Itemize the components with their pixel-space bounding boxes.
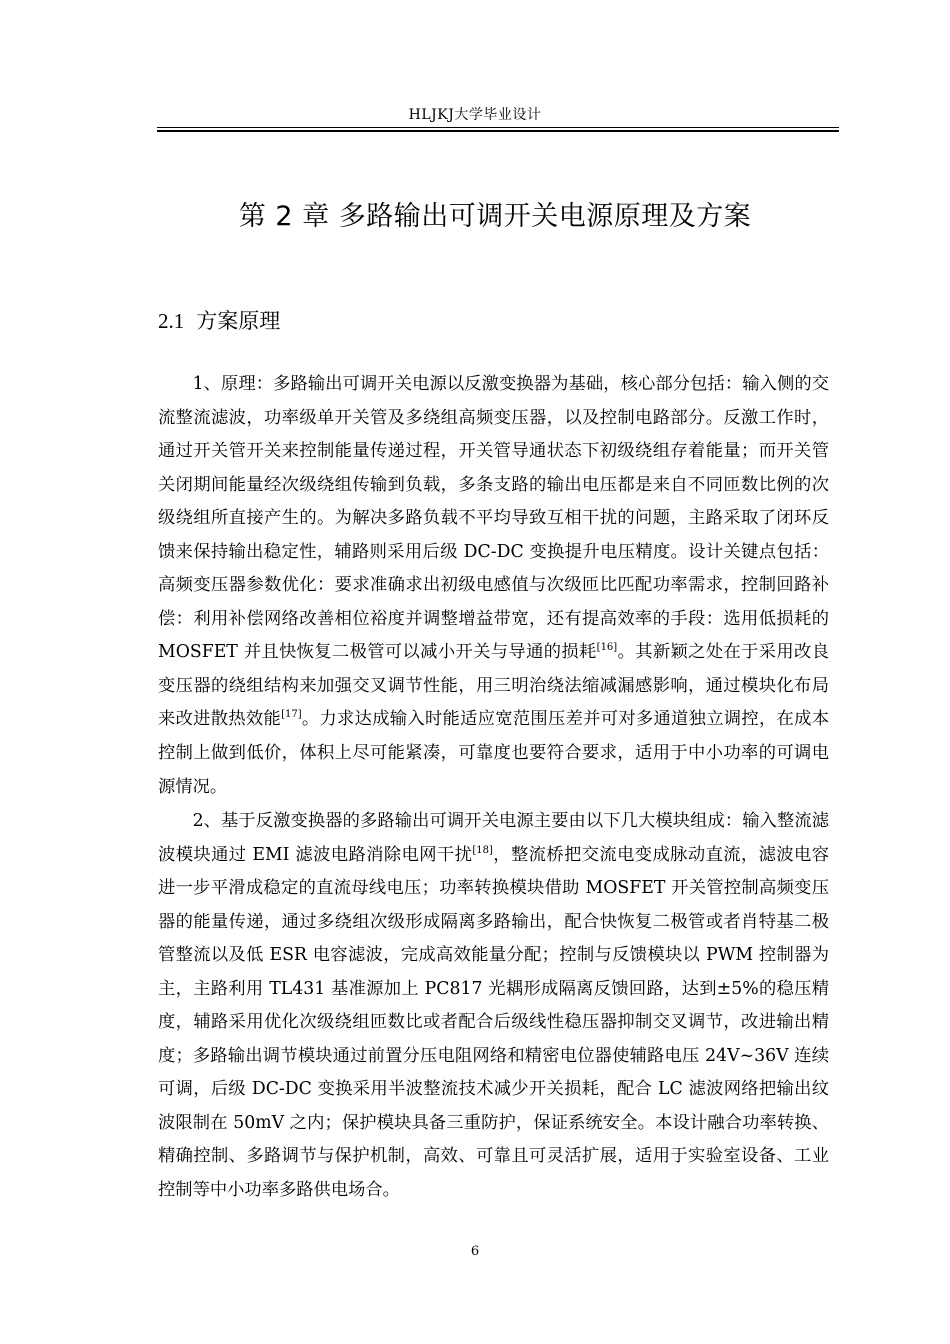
paragraph-principle — [158, 368, 829, 804]
section-number: 2.1 — [158, 309, 185, 333]
page-header-title: HLJKJ大学毕业设计 — [408, 107, 542, 123]
page-number: 6 — [470, 1244, 480, 1259]
paragraph-2-text-b: ，整流桥把交流电变成脉动直流，滤波电容进一步平滑成稳定的直流母线电压；功率转换模块借助 MOSFET 开关管控制高频变压器的能量传递，通过多绕组次级形成隔离多路输出，配合快恢复二极管或者肖特基二极管整流以及低 ESR 电容滤波，完成高效能量分配；控制与反馈模块以 PWM 控制器为主，主路利用 TL431 基准源加上 PC817 光耦形成隔离反馈回路，达到±5%的稳压精度，辅路采用优化次级绕组匝数比或者配合后级线性稳压器抑制交叉调节，改进输出精度；多路输出调节模块通过前置分压电阻网络和精密电位器使辅路电压 24V~36V 连续可调，后级 DC-DC 变换采用半波整流技术减少开关损耗，配合 LC 滤波网络把输出纹波限制在 50mV 之内；保护模块具备三重防护，保证系统安全。本设计融合功率转换、精确控制、多路调节与保护机制，高效、可靠且可灵活扩展，适用于实验室设备、工业控制等中小功率多路供电场合。 — [158, 844, 829, 1201]
paragraph-1-text-c: 。力求达成输入时能适应宽范围压差并可对多通道独立调控，在成本控制上做到低价，体积上尽可能紧凑，可靠度也要符合要求，适用于中小功率的可调电源情况。 — [158, 709, 829, 797]
paragraph-1-text-a: 1、原理：多路输出可调开关电源以反激变换器为基础，核心部分包括：输入侧的交流整流滤波，功率级单开关管及多绕组高频变压器，以及控制电路部分。反激工作时，通过开关管开关来控制能量传递过程，开关管导通状态下初级绕组存着能量；而开关管关闭期间能量经次级绕组传输到负载，多条支路的输出电压都是来自不同匝数比例的次级绕组所直接产生的。为解决多路负载不平均导致互相干扰的问题，主路采取了闭环反馈来保持输出稳定性，辅路则采用后级 DC-DC 变换提升电压精度。设计关键点包括：高频变压器参数优化：要求准确求出初级电感值与次级匝比匹配功率需求，控制回路补偿：利用补偿网络改善相位裕度并调整增益带宽，还有提高效率的手段：选用低损耗的 MOSFET 并且快恢复二极管可以减小开关与导通的损耗 — [158, 374, 829, 663]
chapter-title: 第 2 章 多路输出可调开关电源原理及方案 — [238, 201, 752, 232]
section-title: 方案原理 — [196, 309, 281, 333]
section-heading — [158, 305, 280, 335]
paragraph-1-text-b: 。其新颖之处在于采用改良变压器的绕组结构来加强交叉调节性能，用三明治绕法缩减漏感影响，通过模块化布局来改进散热效能 — [158, 642, 829, 730]
paragraph-modules — [158, 805, 829, 1208]
citation-18: [18] — [472, 844, 493, 856]
header-divider-thick — [157, 130, 839, 132]
paragraph-1 — [158, 368, 829, 804]
header-divider-thin — [157, 127, 839, 128]
paragraph-2 — [158, 805, 829, 1208]
citation-16: [16] — [596, 642, 618, 654]
paragraph-2-text-a: 2、基于反激变换器的多路输出可调开关电源主要由以下几大模块组成：输入整流滤波模块通过 EMI 滤波电路消除电网干扰 — [158, 811, 829, 865]
citation-17: [17] — [281, 709, 302, 721]
